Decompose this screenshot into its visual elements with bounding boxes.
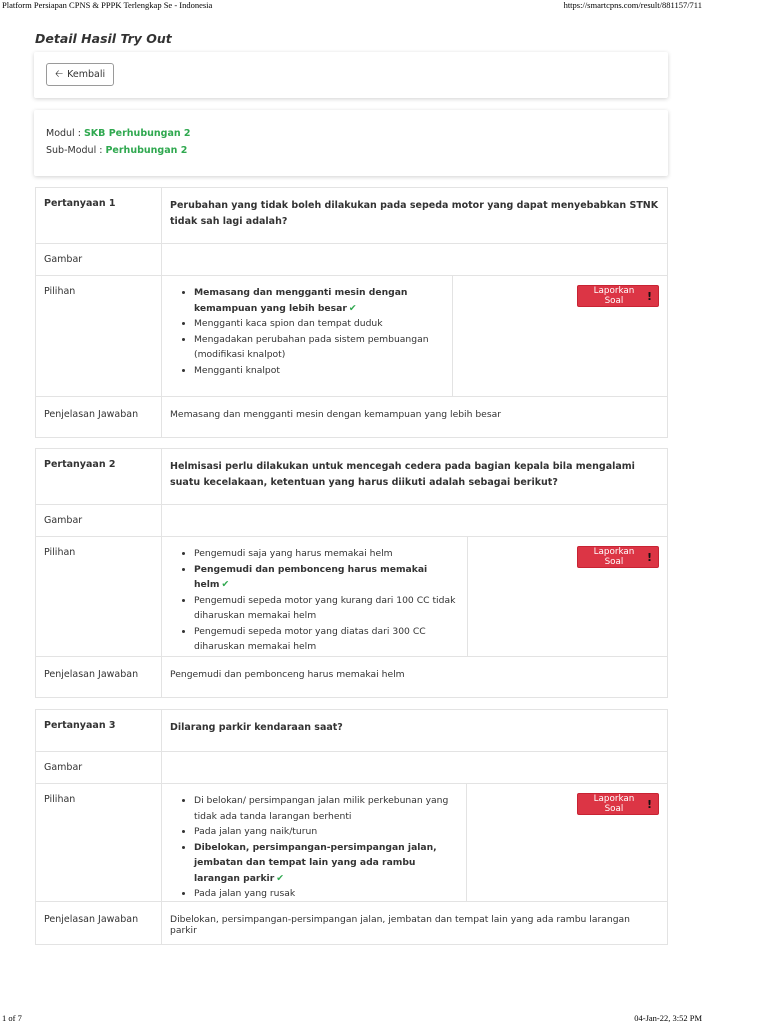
submodul-value: Perhubungan 2: [105, 145, 188, 156]
print-footer-page: 1 of 7: [2, 1013, 22, 1023]
choices-row: [36, 537, 667, 657]
explanation-text: Memasang dan mengganti mesin dengan kemampuan yang lebih besar: [170, 409, 502, 420]
submodul-label: Sub-Modul :: [46, 145, 103, 156]
check-icon: ✔: [276, 872, 284, 884]
choice-item-correct: • Memasang dan mengganti mesin dengan kemampuan yang lebih besar ✔: [194, 285, 444, 316]
choice-item: • Pengemudi sepeda motor yang kurang dari 100 CC tidak diharuskan memakai helm: [194, 593, 459, 624]
choice-item: • Mengganti kaca spion dan tempat duduk: [194, 316, 444, 332]
choice-item-correct: • Dibelokan, persimpangan-persimpangan jalan, jembatan dan tempat lain yang ada rambu larangan parkir ✔: [194, 840, 458, 887]
question-row: [36, 710, 667, 752]
image-label: Gambar: [36, 752, 162, 783]
report-button-label: Laporkan Soal: [593, 286, 635, 306]
back-button[interactable]: [46, 63, 114, 86]
image-row: [36, 244, 667, 276]
modul-line: [46, 128, 191, 139]
choices-label: Pilihan: [36, 784, 162, 901]
question-table-1: [35, 187, 668, 438]
choices-label: Pilihan: [36, 276, 162, 396]
image-cell: [162, 244, 667, 275]
explanation-label: Penjelasan Jawaban: [36, 397, 162, 437]
choices-cell: [162, 784, 467, 901]
print-header-title: Platform Persiapan CPNS & PPPK Terlengkap Se - Indonesia: [2, 0, 213, 10]
explanation-row: [36, 397, 667, 437]
question-number: Pertanyaan 1: [36, 188, 162, 243]
back-button-label: Kembali: [67, 69, 106, 80]
report-cell: [453, 276, 667, 396]
choice-item: • Pengemudi sepeda motor yang diatas dari 300 CC diharuskan memakai helm: [194, 624, 459, 655]
question-number: Pertanyaan 2: [36, 449, 162, 504]
question-table-2: [35, 448, 668, 698]
choices-label: Pilihan: [36, 537, 162, 656]
explanation-text: Dibelokan, persimpangan-persimpangan jalan, jembatan dan tempat lain yang ada rambu larangan parkir: [170, 914, 630, 936]
explanation-label: Penjelasan Jawaban: [36, 657, 162, 697]
question-number: Pertanyaan 3: [36, 710, 162, 751]
choice-item: • Di belokan/ persimpangan jalan milik perkebunan yang tidak ada tanda larangan berhenti: [194, 793, 458, 824]
choices-cell: [162, 537, 468, 656]
choice-list: [170, 793, 458, 902]
print-footer-datetime: 04-Jan-22, 3:52 PM: [634, 1013, 702, 1023]
choices-row: [36, 784, 667, 902]
explanation-row: [36, 657, 667, 697]
modul-value: SKB Perhubungan 2: [83, 128, 191, 139]
modul-label: Modul :: [46, 128, 81, 139]
image-label: Gambar: [36, 244, 162, 275]
question-row: [36, 188, 667, 244]
exclamation-icon: !: [646, 797, 652, 811]
report-question-button[interactable]: [577, 793, 659, 815]
choice-item: • Mengganti knalpot: [194, 363, 444, 379]
report-question-button[interactable]: [577, 285, 659, 307]
explanation-label: Penjelasan Jawaban: [36, 902, 162, 944]
choice-item: • Mengadakan perubahan pada sistem pembuangan (modifikasi knalpot): [194, 332, 444, 363]
image-cell: [162, 752, 667, 783]
report-button-label: Laporkan Soal: [593, 794, 635, 814]
print-header: [0, 0, 768, 12]
image-cell: [162, 505, 667, 536]
exclamation-icon: !: [646, 289, 652, 303]
choices-row: [36, 276, 667, 397]
exclamation-icon: !: [646, 550, 652, 564]
choices-cell: [162, 276, 453, 396]
choice-item: • Pengemudi saja yang harus memakai helm: [194, 546, 459, 562]
explanation-row: [36, 902, 667, 944]
submodul-line: [46, 145, 187, 156]
choice-item-correct: • Pengemudi dan pembonceng harus memakai helm ✔: [194, 562, 459, 593]
report-button-label: Laporkan Soal: [593, 547, 635, 567]
image-row: [36, 752, 667, 784]
image-label: Gambar: [36, 505, 162, 536]
question-row: [36, 449, 667, 505]
report-question-button[interactable]: [577, 546, 659, 568]
choice-list: [170, 285, 444, 378]
check-icon: ✔: [348, 302, 357, 314]
choice-item: • Pada jalan yang rusak: [194, 886, 458, 902]
arrow-left-icon: 🡠: [55, 68, 64, 80]
question-text: Helmisasi perlu dilakukan untuk mencegah cedera pada bagian kepala bila mengalami suatu kecelakaan, ketentuan yang harus diikuti adalah sebagai berikut?: [170, 461, 635, 488]
image-row: [36, 505, 667, 537]
print-header-url: https://smartcpns.com/result/881157/711: [563, 0, 702, 10]
check-icon: ✔: [221, 579, 230, 590]
question-text: Dilarang parkir kendaraan saat?: [170, 722, 343, 733]
choice-list: [170, 546, 459, 655]
explanation-text: Pengemudi dan pembonceng harus memakai helm: [170, 669, 405, 680]
report-cell: [467, 784, 667, 901]
modul-card: [34, 110, 668, 176]
question-text: Perubahan yang tidak boleh dilakukan pada sepeda motor yang dapat menyebabkan STNK tidak sah lagi adalah?: [170, 200, 659, 227]
question-table-3: [35, 709, 668, 945]
page-title: Detail Hasil Try Out: [35, 31, 172, 46]
back-card: [34, 52, 668, 98]
choice-item: • Pada jalan yang naik/turun: [194, 824, 458, 840]
report-cell: [468, 537, 667, 656]
print-footer: [0, 1013, 768, 1025]
